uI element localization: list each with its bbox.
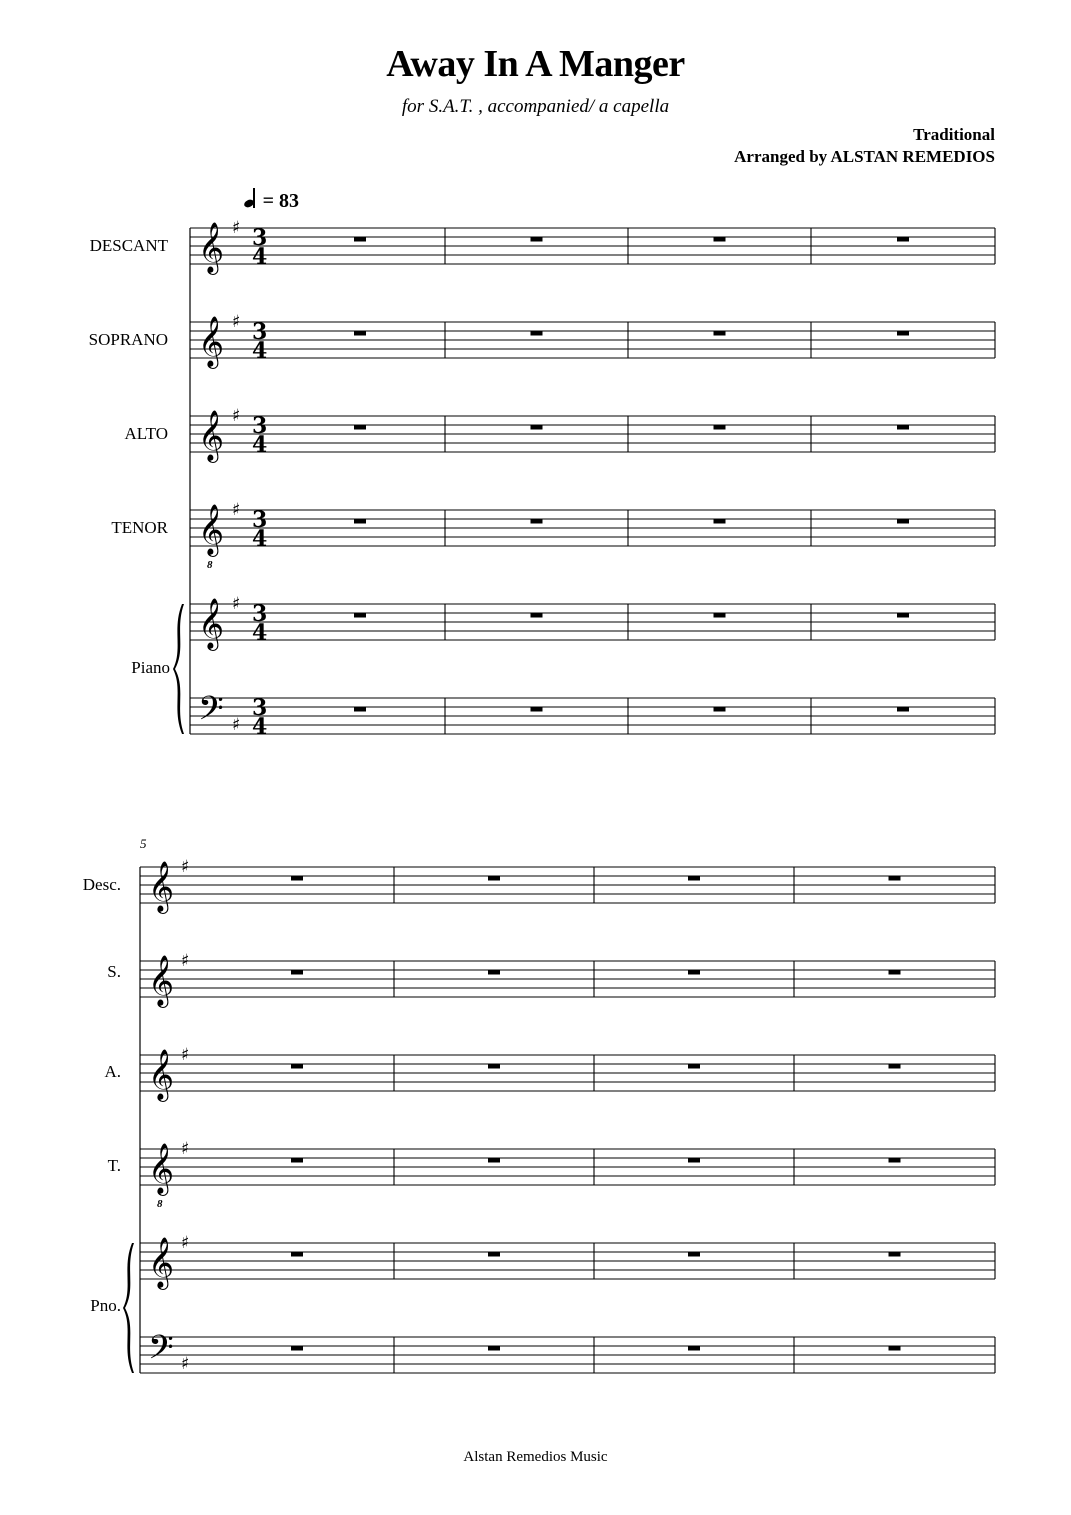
whole-rest xyxy=(688,1346,700,1351)
whole-rest xyxy=(714,519,726,524)
sharp-icon: ♯ xyxy=(181,1045,190,1065)
instrument-name-soprano-short: S. xyxy=(107,962,121,981)
whole-rest xyxy=(889,876,901,881)
measure-number: 5 xyxy=(140,836,147,851)
octave-8-mark: 8 xyxy=(157,1198,163,1210)
whole-rest xyxy=(291,1346,303,1351)
whole-rest xyxy=(488,1346,500,1351)
sharp-icon: ♯ xyxy=(181,1139,190,1159)
whole-rest xyxy=(354,707,366,712)
sharp-icon: ♯ xyxy=(232,715,241,735)
treble-clef-icon: 𝄞 xyxy=(198,598,225,649)
sharp-icon: ♯ xyxy=(232,594,241,614)
whole-rest xyxy=(714,613,726,618)
whole-rest xyxy=(688,1064,700,1069)
treble-clef-icon: 𝄞 xyxy=(198,222,225,273)
sharp-icon: ♯ xyxy=(232,500,241,520)
sharp-icon: ♯ xyxy=(181,857,190,877)
whole-rest xyxy=(531,331,543,336)
instrument-name-tenor-short: T. xyxy=(107,1156,121,1175)
score-title: Away In A Manger xyxy=(386,43,685,85)
instrument-name-soprano: SOPRANO xyxy=(88,330,168,349)
instrument-name-alto-short: A. xyxy=(104,1062,121,1081)
treble-clef-icon: 𝄞 xyxy=(148,1143,175,1194)
footer-text: Alstan Remedios Music xyxy=(463,1449,608,1465)
whole-rest xyxy=(897,519,909,524)
instrument-name-tenor: TENOR xyxy=(111,518,168,537)
whole-rest xyxy=(291,1158,303,1163)
time-signature-numerator: 3 xyxy=(252,695,268,721)
whole-rest xyxy=(714,425,726,430)
whole-rest xyxy=(897,425,909,430)
whole-rest xyxy=(354,425,366,430)
whole-rest xyxy=(714,707,726,712)
time-signature-numerator: 3 xyxy=(252,319,268,345)
whole-rest xyxy=(889,1252,901,1257)
instrument-name-piano-short: Pno. xyxy=(90,1296,121,1315)
piano-brace xyxy=(123,1243,134,1373)
sharp-icon: ♯ xyxy=(181,1233,190,1253)
sharp-icon: ♯ xyxy=(232,312,241,332)
tempo-value: = 83 xyxy=(262,190,299,212)
whole-rest xyxy=(291,1064,303,1069)
treble-clef-icon: 𝄞 xyxy=(198,410,225,461)
time-signature-denominator: 4 xyxy=(252,432,268,458)
time-signature-numerator: 3 xyxy=(252,601,268,627)
whole-rest xyxy=(688,876,700,881)
octave-8-mark: 8 xyxy=(207,559,213,571)
whole-rest xyxy=(897,613,909,618)
whole-rest xyxy=(488,876,500,881)
treble-clef-icon: 𝄞 xyxy=(148,955,175,1006)
whole-rest xyxy=(531,707,543,712)
whole-rest xyxy=(889,1346,901,1351)
whole-rest xyxy=(488,1158,500,1163)
whole-rest xyxy=(889,1064,901,1069)
whole-rest xyxy=(354,237,366,242)
whole-rest xyxy=(897,237,909,242)
whole-rest xyxy=(897,331,909,336)
treble-clef-icon: 𝄞 xyxy=(148,1049,175,1100)
sharp-icon: ♯ xyxy=(181,951,190,971)
whole-rest xyxy=(688,970,700,975)
whole-rest xyxy=(531,425,543,430)
whole-rest xyxy=(531,613,543,618)
whole-rest xyxy=(531,237,543,242)
whole-rest xyxy=(354,331,366,336)
whole-rest xyxy=(714,237,726,242)
treble-clef-icon: 𝄞 xyxy=(198,504,225,555)
whole-rest xyxy=(354,519,366,524)
time-signature-denominator: 4 xyxy=(252,714,268,740)
time-signature-numerator: 3 xyxy=(252,507,268,533)
instrument-name-descant: DESCANT xyxy=(89,236,168,255)
instrument-name-piano: Piano xyxy=(131,658,170,677)
sharp-icon: ♯ xyxy=(232,218,241,238)
treble-clef-icon: 𝄞 xyxy=(148,861,175,912)
treble-clef-icon: 𝄞 xyxy=(198,316,225,367)
bass-clef-icon: 𝄢 xyxy=(198,690,224,736)
time-signature-numerator: 3 xyxy=(252,413,268,439)
bass-clef-icon: 𝄢 xyxy=(148,1329,174,1375)
time-signature-denominator: 4 xyxy=(252,244,268,270)
instrument-name-alto: ALTO xyxy=(124,424,168,443)
whole-rest xyxy=(714,331,726,336)
whole-rest xyxy=(488,1252,500,1257)
whole-rest xyxy=(488,1064,500,1069)
time-signature-denominator: 4 xyxy=(252,338,268,364)
composer: Traditional xyxy=(913,125,995,144)
whole-rest xyxy=(897,707,909,712)
time-signature-denominator: 4 xyxy=(252,620,268,646)
whole-rest xyxy=(354,613,366,618)
time-signature-denominator: 4 xyxy=(252,526,268,552)
score-subtitle: for S.A.T. , accompanied/ a capella xyxy=(401,96,670,117)
whole-rest xyxy=(291,970,303,975)
sharp-icon: ♯ xyxy=(232,406,241,426)
whole-rest xyxy=(688,1252,700,1257)
whole-rest xyxy=(688,1158,700,1163)
piano-brace xyxy=(173,604,184,734)
whole-rest xyxy=(889,1158,901,1163)
whole-rest xyxy=(488,970,500,975)
arranger: Arranged by ALSTAN REMEDIOS xyxy=(734,147,995,166)
whole-rest xyxy=(889,970,901,975)
instrument-name-descant-short: Desc. xyxy=(82,875,121,894)
sharp-icon: ♯ xyxy=(181,1354,190,1374)
treble-clef-icon: 𝄞 xyxy=(148,1237,175,1288)
whole-rest xyxy=(531,519,543,524)
time-signature-numerator: 3 xyxy=(252,225,268,251)
whole-rest xyxy=(291,876,303,881)
whole-rest xyxy=(291,1252,303,1257)
